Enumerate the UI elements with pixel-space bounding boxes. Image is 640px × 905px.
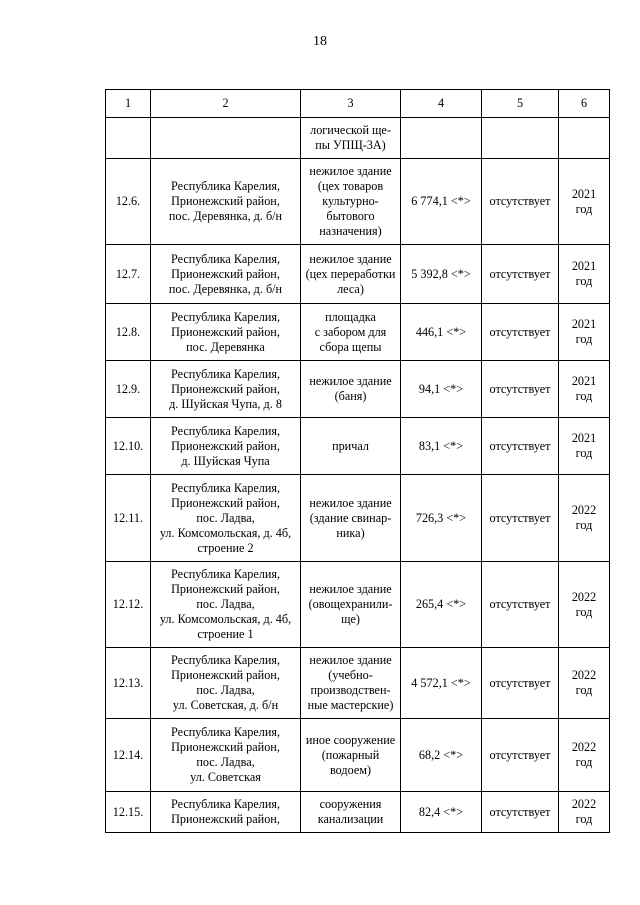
object-cell: нежилое здание (баня) xyxy=(301,361,401,418)
address-cell: Республика Карелия, Прионежский район, д. Шуйская Чупа xyxy=(151,418,301,475)
area-cell: 82,4 <*> xyxy=(401,792,482,833)
row-number-cell: 12.6. xyxy=(106,159,151,245)
status-cell: отсутствует xyxy=(482,245,559,304)
table-row xyxy=(106,159,610,245)
area-cell: 94,1 <*> xyxy=(401,361,482,418)
status-cell: отсутствует xyxy=(482,719,559,792)
year-cell: 2021 год xyxy=(559,418,610,475)
year-cell: 2021 год xyxy=(559,159,610,245)
object-cell: нежилое здание (овощехранили- ще) xyxy=(301,562,401,648)
address-cell: Республика Карелия, Прионежский район, д. Шуйская Чупа, д. 8 xyxy=(151,361,301,418)
address-cell: Республика Карелия, Прионежский район, пос. Ладва, ул. Комсомольская, д. 4б, строение 2 xyxy=(151,475,301,562)
status-cell: отсутствует xyxy=(482,159,559,245)
year-cell: 2022 год xyxy=(559,792,610,833)
status-cell: отсутствует xyxy=(482,792,559,833)
row-number-cell: 12.12. xyxy=(106,562,151,648)
year-cell: 2022 год xyxy=(559,648,610,719)
table-row xyxy=(106,118,610,159)
property-table xyxy=(105,89,610,833)
row-number-cell: 12.7. xyxy=(106,245,151,304)
address-cell: Республика Карелия, Прионежский район, пос. Ладва, ул. Советская xyxy=(151,719,301,792)
header-col-1: 1 xyxy=(106,90,151,118)
table-row xyxy=(106,475,610,562)
address-cell: Республика Карелия, Прионежский район, пос. Деревянка, д. б/н xyxy=(151,245,301,304)
table-row xyxy=(106,245,610,304)
year-cell: 2022 год xyxy=(559,719,610,792)
object-cell: логической ще- пы УПЩ-3А) xyxy=(301,118,401,159)
area-cell: 83,1 <*> xyxy=(401,418,482,475)
object-cell: нежилое здание (учебно- производствен- ные мастерские) xyxy=(301,648,401,719)
table-row xyxy=(106,792,610,833)
status-cell: отсутствует xyxy=(482,304,559,361)
row-number-cell: 12.9. xyxy=(106,361,151,418)
year-cell: 2022 год xyxy=(559,562,610,648)
table-row xyxy=(106,719,610,792)
table-row xyxy=(106,304,610,361)
status-cell: отсутствует xyxy=(482,562,559,648)
area-cell: 68,2 <*> xyxy=(401,719,482,792)
header-col-4: 4 xyxy=(401,90,482,118)
area-cell xyxy=(401,118,482,159)
year-cell: 2022 год xyxy=(559,475,610,562)
row-number-cell: 12.15. xyxy=(106,792,151,833)
area-cell: 726,3 <*> xyxy=(401,475,482,562)
object-cell: нежилое здание (здание свинар- ника) xyxy=(301,475,401,562)
year-cell: 2021 год xyxy=(559,361,610,418)
address-cell xyxy=(151,118,301,159)
status-cell: отсутствует xyxy=(482,361,559,418)
row-number-cell: 12.10. xyxy=(106,418,151,475)
status-cell: отсутствует xyxy=(482,475,559,562)
row-number-cell: 12.11. xyxy=(106,475,151,562)
row-number-cell: 12.13. xyxy=(106,648,151,719)
address-cell: Республика Карелия, Прионежский район, пос. Ладва, ул. Комсомольская, д. 4б, строение 1 xyxy=(151,562,301,648)
area-cell: 6 774,1 <*> xyxy=(401,159,482,245)
table-row xyxy=(106,361,610,418)
header-col-6: 6 xyxy=(559,90,610,118)
address-cell: Республика Карелия, Прионежский район, xyxy=(151,792,301,833)
object-cell: сооружения канализации xyxy=(301,792,401,833)
table-row xyxy=(106,562,610,648)
address-cell: Республика Карелия, Прионежский район, пос. Деревянка xyxy=(151,304,301,361)
header-col-5: 5 xyxy=(482,90,559,118)
object-cell: причал xyxy=(301,418,401,475)
table-row xyxy=(106,648,610,719)
object-cell: иное сооружение (пожарный водоем) xyxy=(301,719,401,792)
status-cell: отсутствует xyxy=(482,418,559,475)
address-cell: Республика Карелия, Прионежский район, пос. Деревянка, д. б/н xyxy=(151,159,301,245)
table-row xyxy=(106,418,610,475)
object-cell: нежилое здание (цех переработки леса) xyxy=(301,245,401,304)
object-cell: нежилое здание (цех товаров культурно- бытового назначения) xyxy=(301,159,401,245)
status-cell: отсутствует xyxy=(482,648,559,719)
year-cell xyxy=(559,118,610,159)
year-cell: 2021 год xyxy=(559,245,610,304)
year-cell: 2021 год xyxy=(559,304,610,361)
status-cell xyxy=(482,118,559,159)
area-cell: 4 572,1 <*> xyxy=(401,648,482,719)
area-cell: 265,4 <*> xyxy=(401,562,482,648)
header-col-3: 3 xyxy=(301,90,401,118)
header-col-2: 2 xyxy=(151,90,301,118)
row-number-cell: 12.14. xyxy=(106,719,151,792)
address-cell: Республика Карелия, Прионежский район, пос. Ладва, ул. Советская, д. б/н xyxy=(151,648,301,719)
page-number: 18 xyxy=(313,34,327,49)
object-cell: площадка с забором для сбора щепы xyxy=(301,304,401,361)
area-cell: 446,1 <*> xyxy=(401,304,482,361)
row-number-cell: 12.8. xyxy=(106,304,151,361)
row-number-cell xyxy=(106,118,151,159)
area-cell: 5 392,8 <*> xyxy=(401,245,482,304)
table-header-row xyxy=(106,90,610,118)
